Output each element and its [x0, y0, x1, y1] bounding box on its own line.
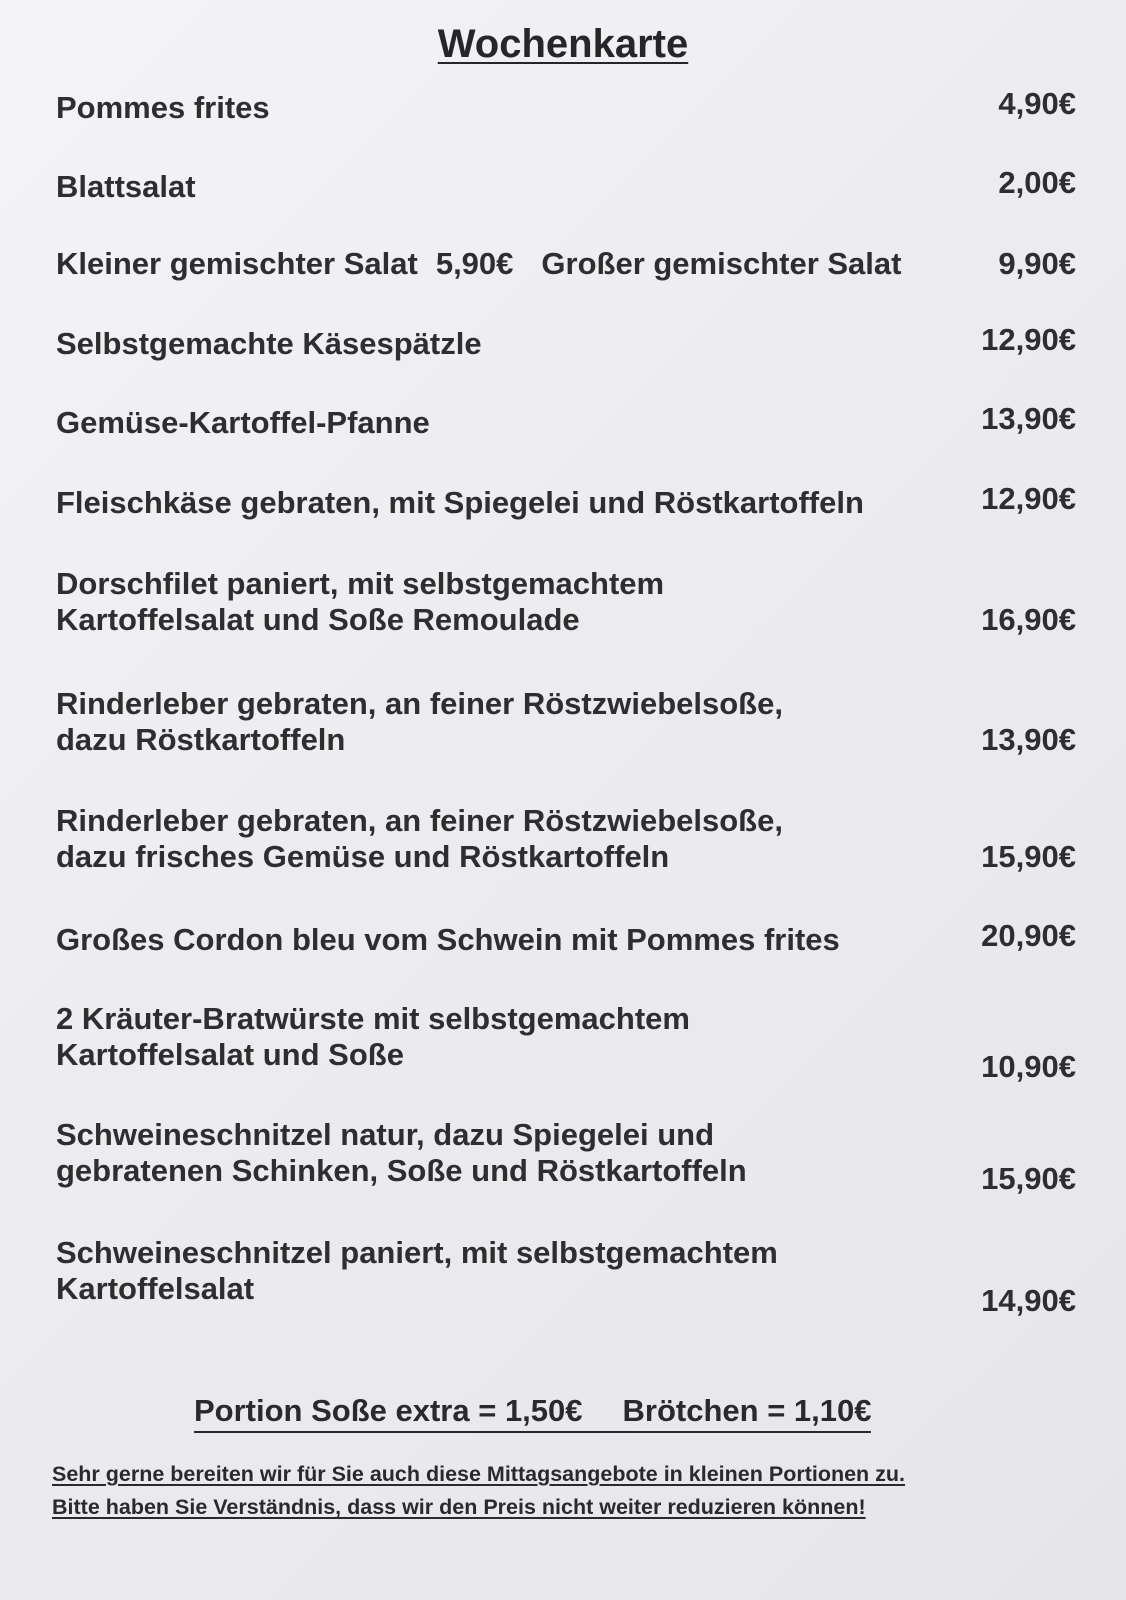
item-name-line1: Schweineschnitzel paniert, mit selbstgemachtem	[56, 1235, 778, 1270]
item-name-line1: 2 Kräuter-Bratwürste mit selbstgemachtem	[56, 1001, 690, 1036]
sauce-extra: Portion Soße extra = 1,50€	[194, 1393, 583, 1428]
item-name: Pommes frites	[56, 90, 270, 125]
item-name-line1: Schweineschnitzel natur, dazu Spiegelei und	[56, 1117, 715, 1152]
salad-row	[56, 246, 1076, 282]
item-price: 10,90€	[981, 1049, 1076, 1084]
item-price: 13,90€	[981, 722, 1076, 757]
item-name: Fleischkäse gebraten, mit Spiegelei und Röstkartoffeln	[56, 485, 864, 520]
item-name-line1: Rinderleber gebraten, an feiner Röstzwiebelsoße,	[56, 686, 783, 721]
menu-item	[56, 1235, 1076, 1318]
item-name: Selbstgemachte Käsespätzle	[56, 326, 482, 361]
item-price: 2,00€	[998, 165, 1076, 200]
large-salad-name: Großer gemischter Salat	[541, 246, 902, 281]
menu-item	[56, 481, 1076, 521]
item-price: 20,90€	[981, 918, 1076, 953]
menu-title-text: Wochenkarte	[437, 22, 689, 66]
item-name: Blattsalat	[56, 169, 196, 204]
item-price: 14,90€	[981, 1283, 1076, 1318]
item-name-line1: Rinderleber gebraten, an feiner Röstzwiebelsoße,	[56, 803, 783, 838]
item-name-line2: gebratenen Schinken, Soße und Röstkartoffeln	[56, 1153, 747, 1188]
menu-item	[56, 566, 1076, 638]
menu-title	[0, 22, 1126, 67]
menu-item	[56, 1117, 1076, 1196]
extras-line	[194, 1393, 871, 1433]
portion-note-line2: Bitte haben Sie Verständnis, dass wir den Preis nicht weiter reduzieren können!	[52, 1495, 866, 1519]
item-name-line2: Kartoffelsalat	[56, 1271, 255, 1306]
item-name: Großes Cordon bleu vom Schwein mit Pommes frites	[56, 922, 840, 957]
menu-item	[56, 401, 1076, 441]
item-name-line2: dazu Röstkartoffeln	[56, 722, 346, 757]
roll-extra: Brötchen = 1,10€	[622, 1393, 872, 1428]
menu-item	[56, 686, 1076, 758]
item-price: 16,90€	[981, 602, 1076, 637]
large-salad-price: 9,90€	[998, 246, 1076, 281]
menu-item	[56, 322, 1076, 362]
item-name-line1: Dorschfilet paniert, mit selbstgemachtem	[56, 566, 665, 601]
menu-item	[56, 1001, 1076, 1084]
small-salad-price: 5,90€	[435, 246, 514, 281]
menu-item	[56, 918, 1076, 958]
item-price: 12,90€	[981, 481, 1076, 516]
portion-note-line1: Sehr gerne bereiten wir für Sie auch diese Mittagsangebote in kleinen Portionen zu.	[52, 1462, 906, 1486]
small-salad-name: Kleiner gemischter Salat	[56, 246, 418, 281]
item-name-line2: dazu frisches Gemüse und Röstkartoffeln	[56, 839, 670, 874]
item-name-line2: Kartoffelsalat und Soße Remoulade	[56, 602, 580, 637]
item-price: 12,90€	[981, 322, 1076, 357]
item-price: 15,90€	[981, 1161, 1076, 1196]
menu-item	[56, 86, 1076, 126]
item-name: Gemüse-Kartoffel-Pfanne	[56, 405, 430, 440]
item-price: 13,90€	[981, 401, 1076, 436]
item-name-line2: Kartoffelsalat und Soße	[56, 1037, 404, 1072]
menu-item	[56, 165, 1076, 205]
item-price: 4,90€	[998, 86, 1076, 121]
menu-item	[56, 803, 1076, 875]
item-price: 15,90€	[981, 839, 1076, 874]
